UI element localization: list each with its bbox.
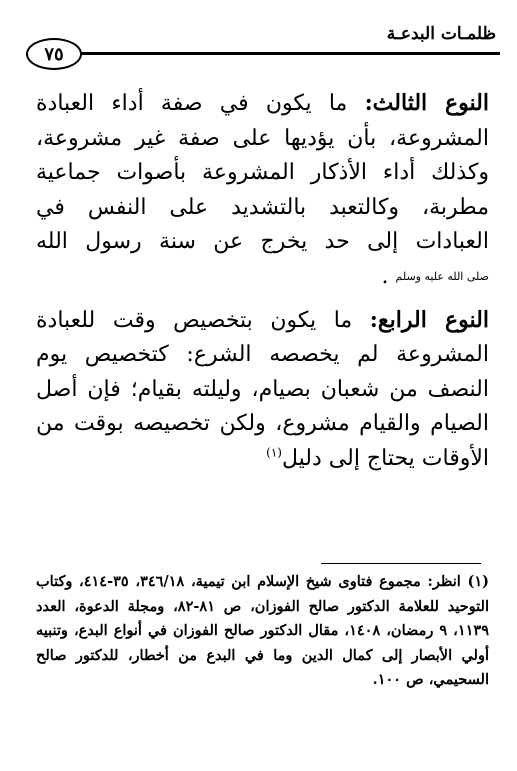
third-type-term: النوع الثالث: bbox=[364, 90, 489, 116]
page-number: ٧٥ bbox=[26, 38, 82, 70]
main-text bbox=[36, 86, 489, 485]
footnote-separator bbox=[321, 563, 481, 564]
page-header bbox=[22, 18, 500, 68]
fourth-type-text: ما يكون بتخصيص وقت للعبادة المشروعة لم يخصصه الشرع: كتخصيص يوم النصف من شعبان بصيام، وليلته بقيام؛ فإن أصل الصيام والقيام مشروع، ولكن تخصيصه بوقت من الأوقات يحتاج إلى دليل bbox=[36, 307, 489, 471]
footnote-reference: (١) bbox=[266, 445, 282, 460]
salutation-glyph: صلى الله عليه وسلم bbox=[395, 269, 489, 283]
third-type-text: ما يكون في صفة أداء العبادة المشروعة، بأن يؤديها على صفة غير مشروعة، وكذلك أداء الأذكار المشروعة بأصوات جماعية مطربة، وكالتعبد بالتشديد على النفس في العبادات إلى حد يخرج عن سنة رسول الله bbox=[36, 91, 489, 255]
paragraph-third-type bbox=[36, 86, 489, 295]
paragraph-fourth-type bbox=[36, 303, 489, 477]
footnote-item bbox=[36, 570, 489, 693]
footnotes bbox=[36, 570, 489, 693]
header-rule bbox=[80, 52, 500, 55]
footnote-text: انظر: مجموع فتاوى شيخ الإسلام ابن تيمية، ٣٤٦/١٨، ٣٥-٤١٤، وكتاب التوحيد للعلامة الدكتور صالح الفوزان، ص ٨١-٨٢، ومجلة الدعوة، العدد ١١٣٩، ٩ رمضان، ١٤٠٨، مقال الدكتور صالح الفوزان في أنواع البدع، وتنبيه أولي الأبصار إلى كمال الدين وما في البدع من أخطار، للدكتور صالح السحيمي، ص ١٠٠. bbox=[36, 573, 490, 688]
fourth-type-term: النوع الرابع: bbox=[369, 306, 490, 333]
third-type-end: . bbox=[381, 263, 396, 289]
running-title: ظلمـات البدعـة bbox=[386, 24, 496, 44]
footnote-marker: (١) bbox=[467, 573, 489, 590]
